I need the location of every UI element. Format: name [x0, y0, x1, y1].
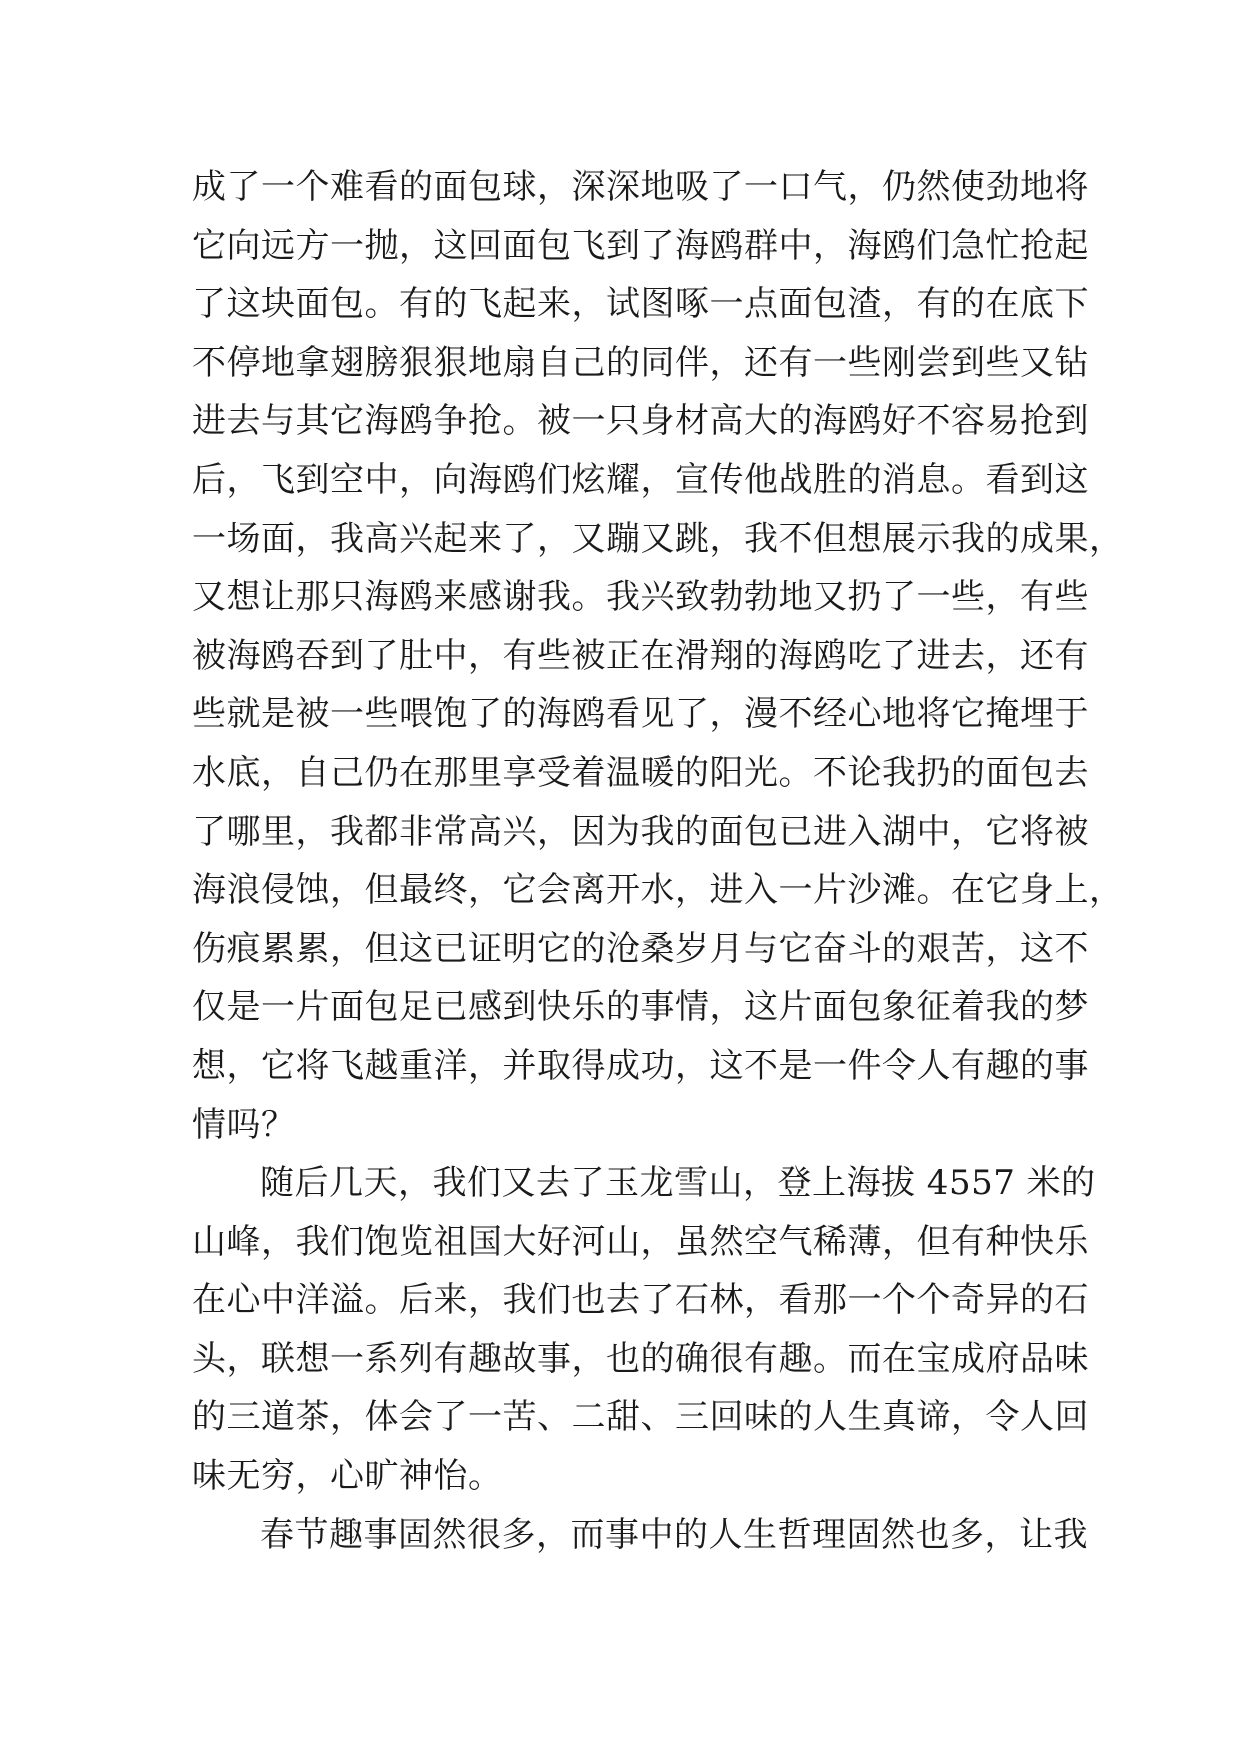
text-line: 随后几天，我们又去了玉龙雪山，登上海拔 4557 米的 [260, 1163, 1096, 1204]
text-line: 了这块面包。有的飞起来，试图啄一点面包渣，有的在底下 [192, 284, 1089, 325]
text-line: 山峰，我们饱览祖国大好河山，虽然空气稀薄，但有种快乐 [192, 1221, 1089, 1262]
text-line: 一场面，我高兴起来了，又蹦又跳，我不但想展示我的成果， [192, 518, 1124, 559]
text-line: 它向远方一抛，这回面包飞到了海鸥群中，海鸥们急忙抢起 [192, 225, 1089, 266]
text-line: 水底，自己仍在那里享受着温暖的阳光。不论我扔的面包去 [192, 752, 1089, 793]
text-line: 被海鸥吞到了肚中，有些被正在滑翔的海鸥吃了进去，还有 [192, 635, 1089, 676]
paragraph-3 [192, 1506, 1088, 1565]
text-line: 成了一个难看的面包球，深深地吸了一口气，仍然使劲地将 [192, 167, 1089, 207]
text-line: 情吗？ [192, 1104, 296, 1145]
text-line: 仅是一片面包足已感到快乐的事情，这片面包象征着我的梦 [192, 987, 1089, 1028]
text-line: 头，联想一系列有趣故事，也的确很有趣。而在宝成府品味 [192, 1338, 1089, 1379]
text-line: 伤痕累累，但这已证明它的沧桑岁月与它奋斗的艰苦，这不 [192, 928, 1089, 969]
text-line: 不停地拿翅膀狠狠地扇自己的同伴，还有一些刚尝到些又钻 [192, 342, 1089, 383]
text-line: 春节趣事固然很多，而事中的人生哲理固然也多，让我 [260, 1514, 1088, 1555]
text-line: 些就是被一些喂饱了的海鸥看见了，漫不经心地将它掩埋于 [192, 694, 1089, 735]
document-body [192, 158, 1124, 1564]
text-line: 味无穷，心旷神怡。 [192, 1456, 503, 1497]
text-line: 又想让那只海鸥来感谢我。我兴致勃勃地又扔了一些，有些 [192, 577, 1089, 618]
text-line: 的三道茶，体会了一苦、二甜、三回味的人生真谛，令人回 [192, 1397, 1089, 1438]
text-line: 后，飞到空中，向海鸥们炫耀，宣传他战胜的消息。看到这 [192, 459, 1089, 500]
paragraph-2 [192, 1154, 1096, 1506]
text-line: 海浪侵蚀，但最终，它会离开水，进入一片沙滩。在它身上， [192, 870, 1124, 911]
paragraph-1 [192, 158, 1124, 1154]
text-line: 想，它将飞越重洋，并取得成功，这不是一件令人有趣的事 [192, 1045, 1089, 1086]
text-line: 进去与其它海鸥争抢。被一只身材高大的海鸥好不容易抢到 [192, 401, 1089, 442]
text-line: 在心中洋溢。后来，我们也去了石林，看那一个个奇异的石 [192, 1280, 1089, 1321]
text-line: 了哪里，我都非常高兴，因为我的面包已进入湖中，它将被 [192, 811, 1089, 852]
